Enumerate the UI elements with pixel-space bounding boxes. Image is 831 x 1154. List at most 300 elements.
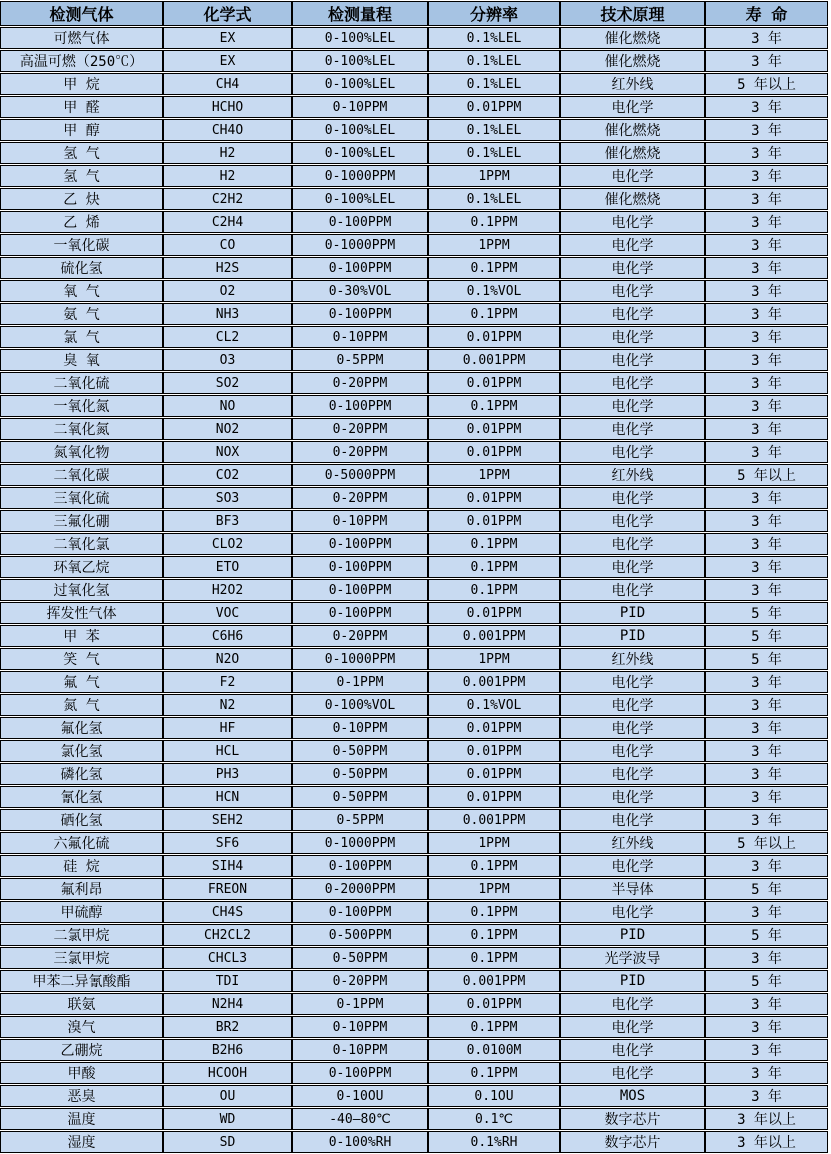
cell-formula: CHCL3 (163, 947, 292, 969)
cell-formula: O3 (163, 349, 292, 371)
cell-resolution: 0.01PPM (428, 717, 560, 739)
cell-life: 3 年 (705, 717, 828, 739)
cell-resolution: 0.01PPM (428, 326, 560, 348)
cell-gas: 温度 (0, 1108, 163, 1130)
table-row (0, 1039, 828, 1061)
column-header-resolution: 分辨率 (428, 1, 560, 26)
table-row (0, 648, 828, 670)
cell-formula: CH2CL2 (163, 924, 292, 946)
cell-life: 3 年 (705, 234, 828, 256)
table-row (0, 671, 828, 693)
cell-resolution: 0.1PPM (428, 303, 560, 325)
cell-formula: N2O (163, 648, 292, 670)
cell-principle: 电化学 (560, 441, 705, 463)
cell-life: 3 年 (705, 510, 828, 532)
cell-resolution: 0.1℃ (428, 1108, 560, 1130)
table-row (0, 717, 828, 739)
table-row (0, 234, 828, 256)
cell-principle: 催化燃烧 (560, 27, 705, 49)
cell-resolution: 0.1PPM (428, 947, 560, 969)
cell-gas: 甲 苯 (0, 625, 163, 647)
cell-resolution: 0.01PPM (428, 740, 560, 762)
table-row (0, 50, 828, 72)
cell-gas: 氢 气 (0, 142, 163, 164)
cell-formula: C2H4 (163, 211, 292, 233)
cell-formula: C2H2 (163, 188, 292, 210)
cell-resolution: 0.1%LEL (428, 188, 560, 210)
cell-life: 3 年 (705, 257, 828, 279)
cell-resolution: 1PPM (428, 234, 560, 256)
cell-principle: 电化学 (560, 993, 705, 1015)
cell-range: 0-10PPM (292, 1016, 428, 1038)
cell-resolution: 0.01PPM (428, 510, 560, 532)
cell-life: 3 年 (705, 694, 828, 716)
cell-range: 0-10OU (292, 1085, 428, 1107)
cell-life: 3 年 (705, 441, 828, 463)
cell-formula: TDI (163, 970, 292, 992)
table-row (0, 418, 828, 440)
cell-resolution: 0.001PPM (428, 671, 560, 693)
table-row (0, 326, 828, 348)
cell-formula: F2 (163, 671, 292, 693)
cell-resolution: 0.1PPM (428, 211, 560, 233)
cell-resolution: 1PPM (428, 648, 560, 670)
cell-resolution: 0.01PPM (428, 372, 560, 394)
cell-principle: 电化学 (560, 257, 705, 279)
cell-life: 5 年 (705, 625, 828, 647)
cell-range: 0-30%VOL (292, 280, 428, 302)
cell-gas: 磷化氢 (0, 763, 163, 785)
table-row (0, 510, 828, 532)
cell-gas: 三氯甲烷 (0, 947, 163, 969)
cell-principle: 电化学 (560, 303, 705, 325)
cell-formula: CH4O (163, 119, 292, 141)
cell-gas: 过氧化氢 (0, 579, 163, 601)
table-row (0, 1085, 828, 1107)
cell-principle: 红外线 (560, 464, 705, 486)
cell-principle: 数字芯片 (560, 1131, 705, 1153)
table-row (0, 487, 828, 509)
table-row (0, 96, 828, 118)
header-row (0, 1, 828, 26)
cell-formula: O2 (163, 280, 292, 302)
cell-formula: VOC (163, 602, 292, 624)
cell-principle: 电化学 (560, 717, 705, 739)
cell-formula: SD (163, 1131, 292, 1153)
table-row (0, 280, 828, 302)
cell-principle: MOS (560, 1085, 705, 1107)
cell-principle: 电化学 (560, 211, 705, 233)
cell-resolution: 0.1%RH (428, 1131, 560, 1153)
cell-gas: 一氧化氮 (0, 395, 163, 417)
table-row (0, 878, 828, 900)
column-header-range: 检测量程 (292, 1, 428, 26)
cell-principle: PID (560, 970, 705, 992)
cell-principle: 电化学 (560, 786, 705, 808)
cell-range: 0-1PPM (292, 993, 428, 1015)
cell-principle: 电化学 (560, 487, 705, 509)
cell-resolution: 0.01PPM (428, 993, 560, 1015)
cell-gas: 氟化氢 (0, 717, 163, 739)
table-row (0, 73, 828, 95)
cell-life: 3 年 (705, 303, 828, 325)
table-row (0, 993, 828, 1015)
column-header-gas: 检测气体 (0, 1, 163, 26)
cell-gas: 挥发性气体 (0, 602, 163, 624)
cell-gas: 臭 氧 (0, 349, 163, 371)
cell-life: 3 年 (705, 142, 828, 164)
cell-range: 0-1000PPM (292, 234, 428, 256)
cell-formula: HCOOH (163, 1062, 292, 1084)
cell-principle: 催化燃烧 (560, 119, 705, 141)
cell-principle: 电化学 (560, 694, 705, 716)
table-row (0, 1062, 828, 1084)
cell-range: 0-1000PPM (292, 165, 428, 187)
cell-formula: H2S (163, 257, 292, 279)
cell-resolution: 0.1PPM (428, 901, 560, 923)
cell-principle: 电化学 (560, 1016, 705, 1038)
cell-principle: 电化学 (560, 740, 705, 762)
cell-range: 0-5PPM (292, 349, 428, 371)
cell-life: 3 年 (705, 211, 828, 233)
cell-life: 3 年 (705, 418, 828, 440)
cell-formula: EX (163, 27, 292, 49)
cell-range: 0-100PPM (292, 556, 428, 578)
cell-formula: PH3 (163, 763, 292, 785)
cell-range: 0-100PPM (292, 303, 428, 325)
cell-gas: 甲 醛 (0, 96, 163, 118)
cell-formula: HCL (163, 740, 292, 762)
cell-resolution: 0.1PPM (428, 257, 560, 279)
cell-range: 0-1PPM (292, 671, 428, 693)
column-header-principle: 技术原理 (560, 1, 705, 26)
cell-formula: NH3 (163, 303, 292, 325)
cell-life: 3 年 (705, 809, 828, 831)
cell-gas: 二氧化硫 (0, 372, 163, 394)
cell-range: 0-100%LEL (292, 73, 428, 95)
table-row (0, 970, 828, 992)
cell-resolution: 0.1OU (428, 1085, 560, 1107)
cell-formula: NOX (163, 441, 292, 463)
cell-formula: WD (163, 1108, 292, 1130)
cell-gas: 联氨 (0, 993, 163, 1015)
table-row (0, 303, 828, 325)
table-row (0, 165, 828, 187)
cell-resolution: 0.01PPM (428, 763, 560, 785)
cell-formula: CH4S (163, 901, 292, 923)
cell-range: 0-100PPM (292, 257, 428, 279)
cell-gas: 氧 气 (0, 280, 163, 302)
cell-range: 0-20PPM (292, 441, 428, 463)
cell-gas: 二氧化碳 (0, 464, 163, 486)
cell-range: 0-100PPM (292, 1062, 428, 1084)
cell-principle: 半导体 (560, 878, 705, 900)
cell-range: 0-10PPM (292, 326, 428, 348)
cell-range: 0-100PPM (292, 395, 428, 417)
cell-resolution: 0.1%LEL (428, 119, 560, 141)
cell-gas: 氯 气 (0, 326, 163, 348)
cell-life: 3 年 (705, 395, 828, 417)
table-row (0, 464, 828, 486)
cell-resolution: 1PPM (428, 832, 560, 854)
cell-life: 3 年 (705, 740, 828, 762)
table-row (0, 901, 828, 923)
cell-formula: B2H6 (163, 1039, 292, 1061)
cell-resolution: 0.1PPM (428, 924, 560, 946)
cell-range: 0-50PPM (292, 763, 428, 785)
cell-principle: 红外线 (560, 73, 705, 95)
cell-range: 0-10PPM (292, 510, 428, 532)
cell-principle: PID (560, 625, 705, 647)
cell-principle: 电化学 (560, 349, 705, 371)
cell-principle: 电化学 (560, 418, 705, 440)
cell-life: 3 年 (705, 1085, 828, 1107)
cell-range: 0-100%LEL (292, 142, 428, 164)
cell-life: 3 年 (705, 855, 828, 877)
cell-resolution: 0.1%LEL (428, 142, 560, 164)
cell-gas: 乙硼烷 (0, 1039, 163, 1061)
cell-resolution: 0.01PPM (428, 96, 560, 118)
cell-gas: 二氧化氯 (0, 533, 163, 555)
cell-resolution: 0.01PPM (428, 487, 560, 509)
cell-life: 3 年 (705, 533, 828, 555)
cell-principle: 红外线 (560, 648, 705, 670)
cell-gas: 湿度 (0, 1131, 163, 1153)
cell-gas: 氢 气 (0, 165, 163, 187)
cell-formula: C6H6 (163, 625, 292, 647)
table-row (0, 211, 828, 233)
cell-gas: 甲酸 (0, 1062, 163, 1084)
cell-principle: 电化学 (560, 809, 705, 831)
cell-range: 0-100PPM (292, 579, 428, 601)
cell-formula: H2 (163, 142, 292, 164)
cell-gas: 氟 气 (0, 671, 163, 693)
cell-resolution: 0.001PPM (428, 349, 560, 371)
cell-life: 3 年 (705, 1039, 828, 1061)
table-body (0, 27, 828, 1153)
cell-life: 3 年以上 (705, 1131, 828, 1153)
column-header-life: 寿 命 (705, 1, 828, 26)
table-row (0, 1131, 828, 1153)
table-row (0, 142, 828, 164)
cell-range: 0-500PPM (292, 924, 428, 946)
cell-gas: 氨 气 (0, 303, 163, 325)
cell-principle: 电化学 (560, 510, 705, 532)
cell-range: 0-100%VOL (292, 694, 428, 716)
cell-formula: OU (163, 1085, 292, 1107)
cell-life: 5 年 (705, 602, 828, 624)
cell-gas: 六氟化硫 (0, 832, 163, 854)
cell-gas: 甲 醇 (0, 119, 163, 141)
table-row (0, 119, 828, 141)
table-row (0, 257, 828, 279)
cell-life: 5 年以上 (705, 73, 828, 95)
cell-gas: 笑 气 (0, 648, 163, 670)
cell-range: 0-10PPM (292, 96, 428, 118)
cell-range: 0-50PPM (292, 947, 428, 969)
cell-life: 3 年 (705, 119, 828, 141)
cell-resolution: 0.1%VOL (428, 694, 560, 716)
cell-formula: HCHO (163, 96, 292, 118)
cell-gas: 二氧化氮 (0, 418, 163, 440)
cell-life: 3 年 (705, 671, 828, 693)
cell-life: 3 年 (705, 50, 828, 72)
cell-principle: 电化学 (560, 901, 705, 923)
cell-resolution: 0.01PPM (428, 602, 560, 624)
cell-resolution: 0.001PPM (428, 809, 560, 831)
cell-range: 0-100%LEL (292, 119, 428, 141)
cell-range: 0-100PPM (292, 901, 428, 923)
cell-resolution: 0.01PPM (428, 441, 560, 463)
cell-resolution: 0.01PPM (428, 786, 560, 808)
cell-resolution: 0.1PPM (428, 395, 560, 417)
table-row (0, 602, 828, 624)
cell-range: 0-1000PPM (292, 648, 428, 670)
cell-resolution: 0.1%LEL (428, 73, 560, 95)
cell-formula: N2H4 (163, 993, 292, 1015)
cell-life: 3 年 (705, 188, 828, 210)
cell-formula: HF (163, 717, 292, 739)
cell-range: 0-100%LEL (292, 27, 428, 49)
cell-formula: CLO2 (163, 533, 292, 555)
cell-life: 3 年 (705, 556, 828, 578)
cell-formula: BR2 (163, 1016, 292, 1038)
cell-life: 3 年 (705, 786, 828, 808)
cell-principle: 电化学 (560, 556, 705, 578)
table-row (0, 27, 828, 49)
cell-life: 3 年 (705, 901, 828, 923)
cell-life: 3 年 (705, 487, 828, 509)
column-header-formula: 化学式 (163, 1, 292, 26)
cell-gas: 硅 烷 (0, 855, 163, 877)
cell-formula: BF3 (163, 510, 292, 532)
cell-life: 3 年 (705, 993, 828, 1015)
cell-range: 0-100%LEL (292, 50, 428, 72)
cell-formula: H2O2 (163, 579, 292, 601)
cell-resolution: 0.1PPM (428, 1016, 560, 1038)
cell-life: 3 年以上 (705, 1108, 828, 1130)
table-row (0, 1016, 828, 1038)
cell-principle: 红外线 (560, 832, 705, 854)
cell-life: 5 年 (705, 970, 828, 992)
cell-principle: PID (560, 602, 705, 624)
cell-life: 5 年 (705, 878, 828, 900)
cell-resolution: 1PPM (428, 464, 560, 486)
table-row (0, 533, 828, 555)
table-row (0, 579, 828, 601)
table-row (0, 809, 828, 831)
cell-formula: SIH4 (163, 855, 292, 877)
cell-formula: SO2 (163, 372, 292, 394)
cell-range: 0-10PPM (292, 1039, 428, 1061)
table-row (0, 740, 828, 762)
table-row (0, 786, 828, 808)
cell-principle: 电化学 (560, 1062, 705, 1084)
cell-gas: 溴气 (0, 1016, 163, 1038)
cell-principle: 催化燃烧 (560, 50, 705, 72)
cell-range: 0-20PPM (292, 970, 428, 992)
cell-resolution: 0.1PPM (428, 533, 560, 555)
cell-formula: CH4 (163, 73, 292, 95)
cell-formula: H2 (163, 165, 292, 187)
cell-resolution: 0.1%LEL (428, 50, 560, 72)
cell-principle: 光学波导 (560, 947, 705, 969)
table-row (0, 556, 828, 578)
cell-resolution: 0.1PPM (428, 1062, 560, 1084)
cell-range: 0-100PPM (292, 855, 428, 877)
cell-gas: 硫化氢 (0, 257, 163, 279)
cell-principle: 电化学 (560, 280, 705, 302)
cell-range: 0-10PPM (292, 717, 428, 739)
cell-range: -40—80℃ (292, 1108, 428, 1130)
cell-principle: 电化学 (560, 96, 705, 118)
cell-life: 3 年 (705, 579, 828, 601)
cell-range: 0-2000PPM (292, 878, 428, 900)
cell-gas: 甲硫醇 (0, 901, 163, 923)
cell-range: 0-20PPM (292, 372, 428, 394)
cell-principle: 电化学 (560, 533, 705, 555)
cell-formula: SF6 (163, 832, 292, 854)
cell-life: 3 年 (705, 349, 828, 371)
cell-range: 0-50PPM (292, 740, 428, 762)
cell-formula: HCN (163, 786, 292, 808)
cell-life: 5 年以上 (705, 464, 828, 486)
cell-formula: NO (163, 395, 292, 417)
cell-life: 5 年以上 (705, 832, 828, 854)
cell-principle: 电化学 (560, 671, 705, 693)
cell-range: 0-20PPM (292, 418, 428, 440)
cell-range: 0-5000PPM (292, 464, 428, 486)
table-row (0, 395, 828, 417)
cell-gas: 三氟化硼 (0, 510, 163, 532)
cell-gas: 氮 气 (0, 694, 163, 716)
cell-principle: 催化燃烧 (560, 142, 705, 164)
cell-gas: 可燃气体 (0, 27, 163, 49)
cell-principle: 数字芯片 (560, 1108, 705, 1130)
cell-life: 3 年 (705, 1062, 828, 1084)
cell-gas: 硒化氢 (0, 809, 163, 831)
cell-gas: 甲苯二异氰酸酯 (0, 970, 163, 992)
cell-range: 0-100PPM (292, 602, 428, 624)
cell-range: 0-20PPM (292, 625, 428, 647)
cell-gas: 乙 烯 (0, 211, 163, 233)
cell-resolution: 0.0100M (428, 1039, 560, 1061)
cell-principle: 电化学 (560, 326, 705, 348)
cell-formula: CO2 (163, 464, 292, 486)
cell-resolution: 0.1PPM (428, 556, 560, 578)
table-row (0, 947, 828, 969)
cell-life: 3 年 (705, 947, 828, 969)
cell-resolution: 1PPM (428, 878, 560, 900)
table-row (0, 763, 828, 785)
cell-range: 0-5PPM (292, 809, 428, 831)
cell-life: 5 年 (705, 924, 828, 946)
cell-life: 3 年 (705, 372, 828, 394)
cell-formula: N2 (163, 694, 292, 716)
cell-life: 3 年 (705, 96, 828, 118)
cell-principle: 电化学 (560, 763, 705, 785)
cell-range: 0-100PPM (292, 533, 428, 555)
cell-gas: 氰化氢 (0, 786, 163, 808)
cell-principle: 电化学 (560, 579, 705, 601)
cell-gas: 高温可燃（250℃） (0, 50, 163, 72)
cell-gas: 氯化氢 (0, 740, 163, 762)
table-row (0, 188, 828, 210)
cell-gas: 三氧化硫 (0, 487, 163, 509)
cell-resolution: 0.1PPM (428, 855, 560, 877)
cell-resolution: 0.01PPM (428, 418, 560, 440)
table-row (0, 1108, 828, 1130)
